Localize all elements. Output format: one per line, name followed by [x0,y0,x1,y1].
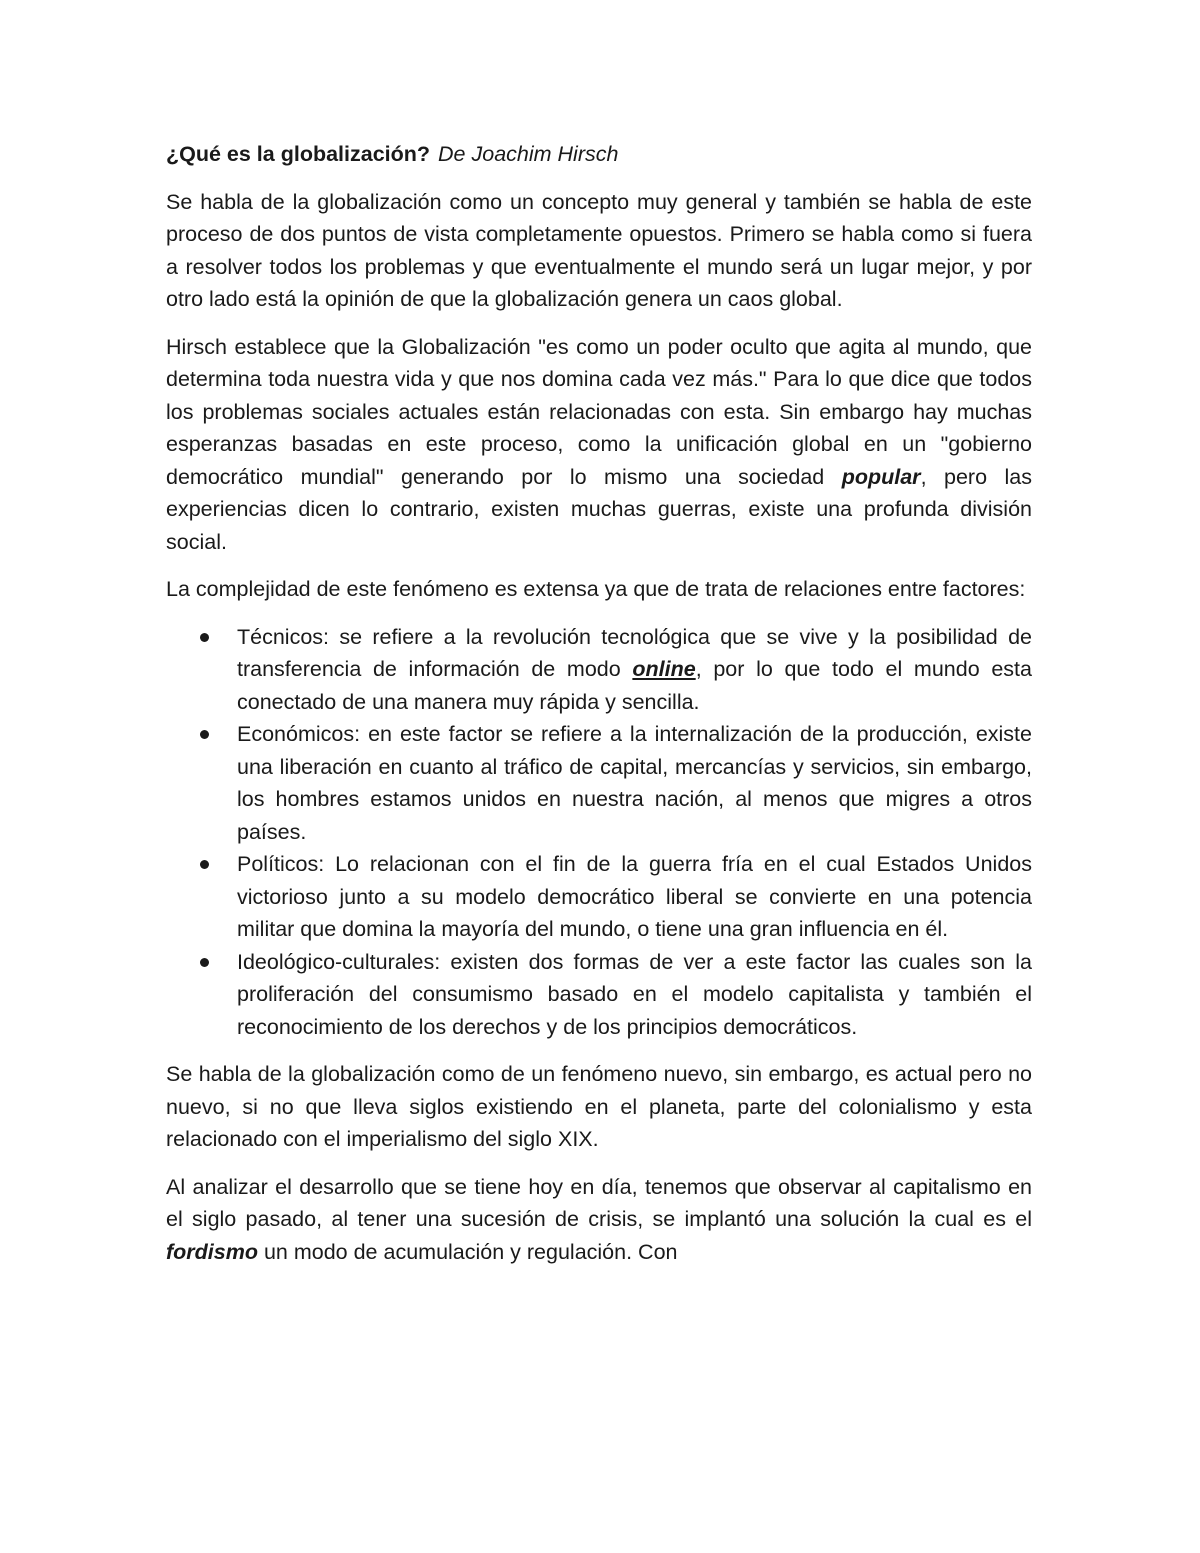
list-item-ideologico [166,946,1032,1044]
paragraph-hirsch-text-a: Hirsch establece que la Globalización "es como un poder oculto que agita al mundo, que determina toda nuestra vida y que nos domina cada vez más." Para lo que dice que todos los problemas sociales actuales están relacionadas con esta. Sin embargo hay muchas esperanzas basadas en este proceso, como la unificación global en un "gobierno democrático mundial" generando por lo mismo una sociedad [166,334,1032,489]
list-item-text: Políticos: Lo relacionan con el fin de la guerra fría en el cual Estados Unidos victorioso junto a su modelo democrático liberal se convierte en una potencia militar que domina la mayoría del mundo, o tiene una gran influencia en él. [237,852,1032,941]
list-item-text: Económicos: en este factor se refiere a la internalización de la producción, existe una liberación en cuanto al tráfico de capital, mercancías y servicios, sin embargo, los hombres estamos unidos en nuestra nación, al menos que migres a otros países. [237,722,1032,844]
emphasis-popular: popular [841,464,921,489]
paragraph-history: Se habla de la globalización como de un fenómeno nuevo, sin embargo, es actual pero no nuevo, si no que lleva siglos existiendo en el planeta, parte del colonialismo y esta relacionado con el imperialismo del siglo XIX. [166,1062,1032,1151]
list-item-tecnicos [166,621,1032,719]
list-item-text: Ideológico-culturales: existen dos formas de ver a este factor las cuales son la proliferación del consumismo basado en el modelo capitalista y también el reconocimiento de los derechos y de los principios democráticos. [237,949,1032,1039]
paragraph-hirsch [166,331,1032,559]
list-item-politicos [166,848,1032,946]
list-item-economicos [166,718,1032,848]
paragraph-fordismo-text-b: un modo de acumulación y regulación. Con [257,1239,678,1264]
document-heading [166,138,1032,171]
document-author: De Joachim Hirsch [438,142,619,166]
bullet-icon [200,860,209,869]
paragraph-fordismo [166,1171,1032,1269]
bullet-icon [200,633,209,642]
factors-list [166,621,1032,1044]
paragraph-complexity: La complejidad de este fenómeno es extensa ya que de trata de relaciones entre factores: [166,577,1026,601]
emphasis-online: online [632,657,696,681]
bullet-icon [200,730,209,739]
emphasis-fordismo: fordismo [166,1239,258,1264]
list-item-text-a: Técnicos: se refiere a la revolución tecnológica que se vive y la posibilidad de transferencia de información de modo [237,624,1032,681]
paragraph-hirsch-text-b: , pero las experiencias dicen lo contrario, existen muchas guerras, existe una profunda división social. [166,464,1033,554]
list-item-text-b: , por lo que todo el mundo esta conectado de una manera muy rápida y sencilla. [237,657,1032,714]
document-title: ¿Qué es la globalización? [166,142,431,166]
document-body [166,138,1032,1283]
paragraph-fordismo-text-a: Al analizar el desarrollo que se tiene hoy en día, tenemos que observar al capitalismo en el siglo pasado, al tener una sucesión de crisis, se implantó una solución la cual es el [166,1174,1032,1231]
bullet-icon [200,958,209,967]
paragraph-intro: Se habla de la globalización como un concepto muy general y también se habla de este proceso de dos puntos de vista completamente opuestos. Primero se habla como si fuera a resolver todos los problemas y que eventualmente el mundo será un lugar mejor, y por otro lado está la opinión de que la globalización genera un caos global. [166,189,1032,311]
